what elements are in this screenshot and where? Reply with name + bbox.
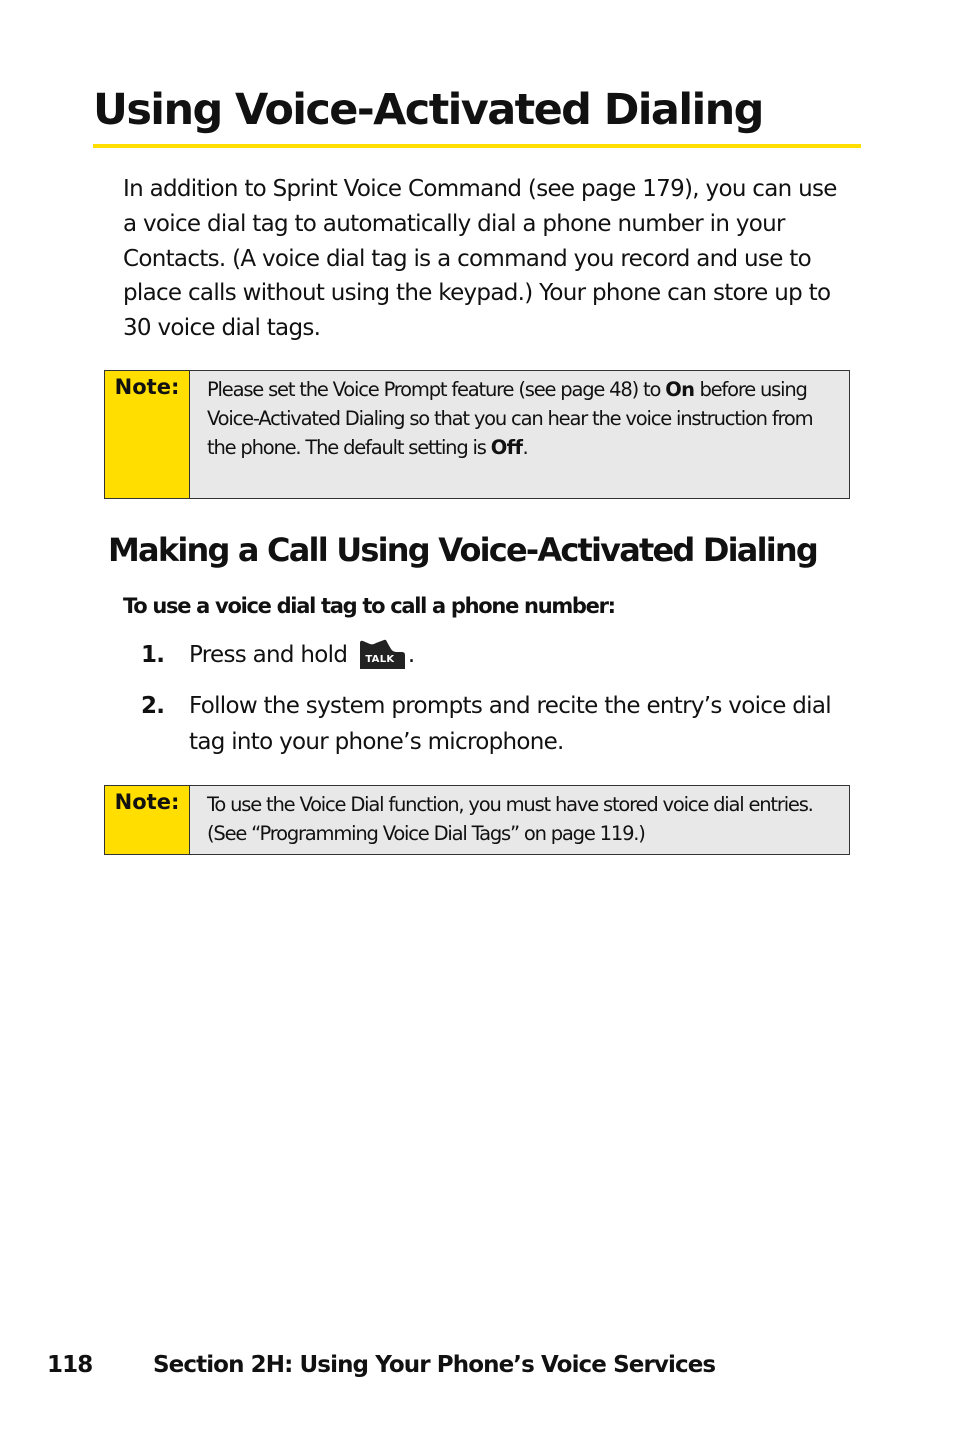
- step-number: 1.: [141, 642, 165, 668]
- section-heading: Making a Call Using Voice-Activated Dialing: [108, 531, 818, 569]
- note-text-part: Please set the Voice Prompt feature (see page 48) to: [207, 378, 666, 401]
- talk-key-icon: [358, 639, 406, 670]
- page-title: Using Voice-Activated Dialing: [93, 85, 763, 135]
- note-box-voice-prompt: [104, 370, 850, 499]
- footer-section-title: Section 2H: Using Your Phone’s Voice Services: [153, 1352, 716, 1378]
- step-text-part: .: [407, 642, 415, 668]
- note-text-part: before using Voice-Activated Dialing so that you can hear the voice instruction from the phone. The default setting is: [207, 378, 813, 459]
- step-text: [189, 638, 841, 674]
- procedure-heading: To use a voice dial tag to call a phone number:: [123, 594, 615, 618]
- step-text-part: Press and hold: [189, 642, 354, 668]
- note-box-voice-dial: [104, 785, 850, 855]
- note-label: Note:: [105, 371, 190, 498]
- note-label: Note:: [105, 786, 190, 854]
- note-text: [190, 371, 849, 498]
- intro-paragraph: In addition to Sprint Voice Command (see page 179), you can use a voice dial tag to automatically dial a phone number in your Contacts. (A voice dial tag is a command you record and use to place calls without using the keypad.) Your phone can store up to 30 voice dial tags.: [123, 176, 837, 342]
- step-text: Follow the system prompts and recite the entry’s voice dial tag into your phone’s microphone.: [189, 693, 831, 755]
- setting-on: On: [665, 378, 695, 401]
- step-2: [141, 689, 841, 760]
- note-text-part: .: [522, 436, 528, 459]
- note-text: To use the Voice Dial function, you must have stored voice dial entries. (See “Programming Voice Dial Tags” on page 119.): [207, 793, 813, 845]
- step-1: [141, 638, 841, 674]
- page-number: 118: [47, 1352, 93, 1378]
- setting-off: Off: [490, 436, 523, 459]
- step-number: 2.: [141, 693, 165, 719]
- talk-key-label: TALK: [365, 654, 395, 665]
- title-rule: [93, 144, 861, 148]
